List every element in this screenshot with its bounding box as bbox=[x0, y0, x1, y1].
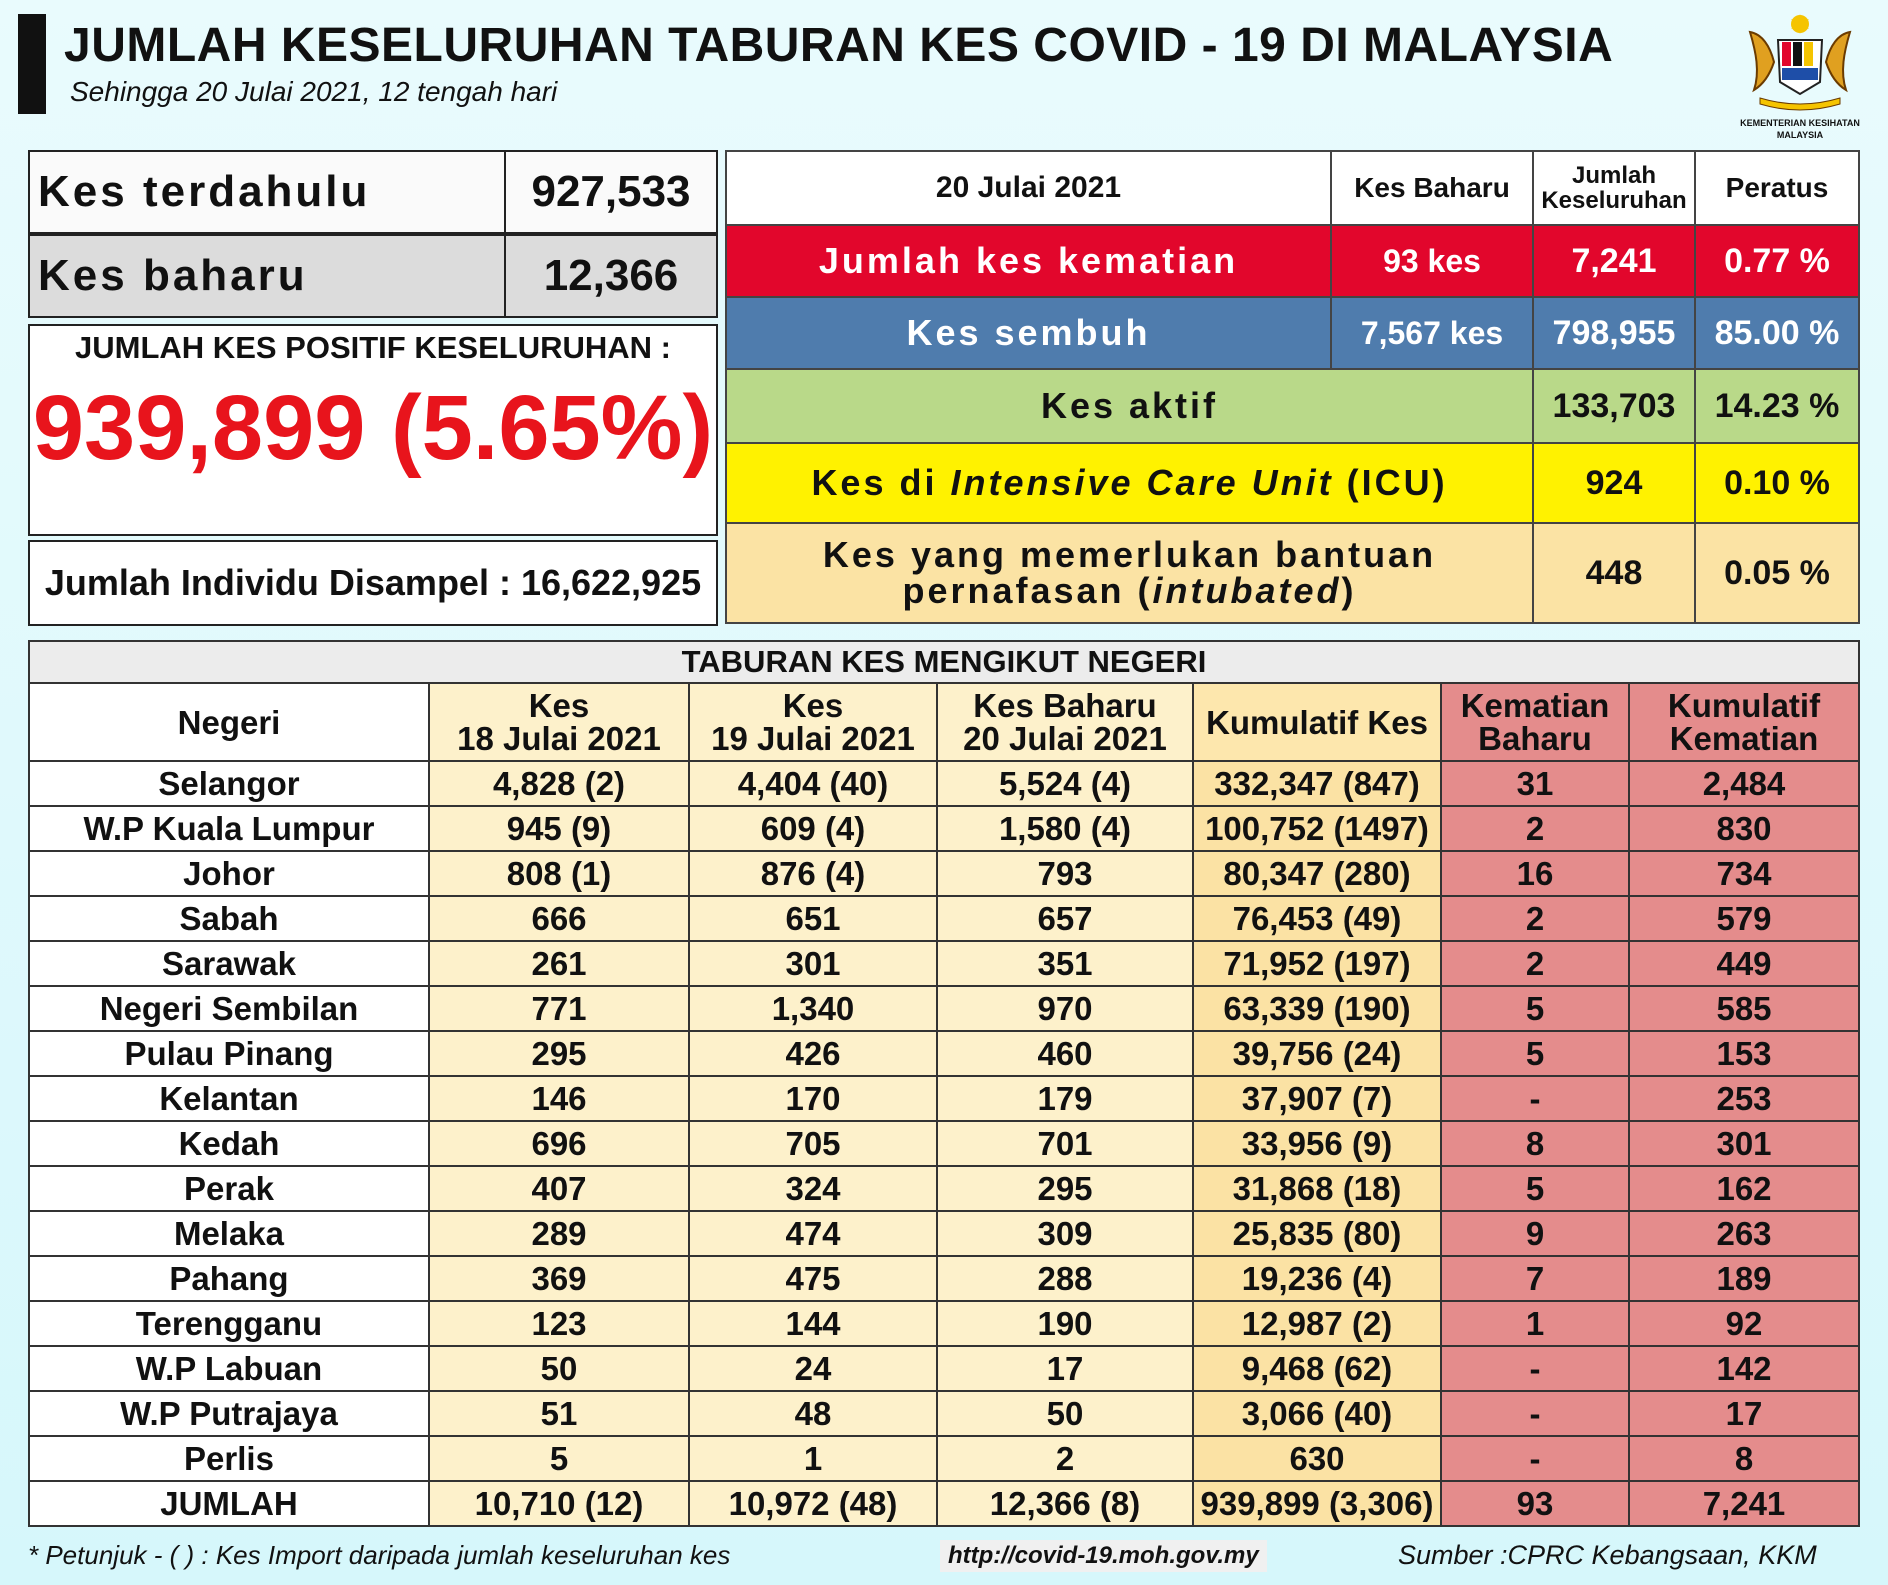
cell-cumulative: 25,835 (80) bbox=[1193, 1211, 1441, 1256]
header-cases-19 bbox=[689, 683, 937, 761]
header-cases-19-l1: Kes bbox=[782, 687, 844, 724]
cell-cumulative: 37,907 (7) bbox=[1193, 1076, 1441, 1121]
cell-state: W.P Kuala Lumpur bbox=[29, 806, 429, 851]
cell-cases-18: 5 bbox=[429, 1436, 689, 1481]
cell-new-deaths: 2 bbox=[1441, 896, 1629, 941]
cell-cases-20: 50 bbox=[937, 1391, 1193, 1436]
footer-note: * Petunjuk - ( ) : Kes Import daripada jumlah keseluruhan kes bbox=[28, 1540, 731, 1570]
cell-cases-20: 5,524 (4) bbox=[937, 761, 1193, 806]
cell-cumulative: 31,868 (18) bbox=[1193, 1166, 1441, 1211]
cell-cases-19: 24 bbox=[689, 1346, 937, 1391]
cell-cases-19: 144 bbox=[689, 1301, 937, 1346]
sampled-individuals: Jumlah Individu Disampel : 16,622,925 bbox=[28, 540, 718, 626]
active-total: 133,703 bbox=[1533, 369, 1695, 443]
table-row bbox=[29, 1076, 1859, 1121]
cell-cases-20: 351 bbox=[937, 941, 1193, 986]
cell-cases-18: 771 bbox=[429, 986, 689, 1031]
summary-table bbox=[725, 150, 1860, 624]
cell-cumulative-deaths: 253 bbox=[1629, 1076, 1859, 1121]
cell-new-deaths: 2 bbox=[1441, 806, 1629, 851]
cell-cases-18: 51 bbox=[429, 1391, 689, 1436]
cell-state: Sabah bbox=[29, 896, 429, 941]
header-cases-20 bbox=[937, 683, 1193, 761]
table-row bbox=[29, 1166, 1859, 1211]
table-row bbox=[29, 1031, 1859, 1076]
cell-new-deaths: 5 bbox=[1441, 1166, 1629, 1211]
new-cases-row bbox=[28, 234, 718, 318]
header-state bbox=[29, 683, 429, 761]
cell-new-deaths: - bbox=[1441, 1391, 1629, 1436]
cell-cumulative: 80,347 (280) bbox=[1193, 851, 1441, 896]
cell-state: Perak bbox=[29, 1166, 429, 1211]
summary-new-header: Kes Baharu bbox=[1331, 151, 1533, 225]
total-positive-box bbox=[28, 324, 718, 536]
cell-new-deaths: 31 bbox=[1441, 761, 1629, 806]
recovered-total: 798,955 bbox=[1533, 297, 1695, 369]
state-table-header-row bbox=[29, 683, 1859, 761]
cell-new-deaths: - bbox=[1441, 1076, 1629, 1121]
summary-date-header: 20 Julai 2021 bbox=[726, 151, 1331, 225]
cell-cumulative-deaths: 142 bbox=[1629, 1346, 1859, 1391]
cell-new-deaths: 5 bbox=[1441, 986, 1629, 1031]
cell-state: Kedah bbox=[29, 1121, 429, 1166]
cell-cases-18: 407 bbox=[429, 1166, 689, 1211]
cell-cases-18: 4,828 (2) bbox=[429, 761, 689, 806]
cell-cases-19: 651 bbox=[689, 896, 937, 941]
ministry-logo bbox=[1730, 12, 1870, 140]
icu-label bbox=[726, 443, 1533, 523]
cell-cases-19: 876 (4) bbox=[689, 851, 937, 896]
icu-label-italic: Intensive Care Unit bbox=[950, 462, 1334, 503]
state-table-body bbox=[29, 761, 1859, 1526]
title-accent-bar bbox=[18, 14, 46, 114]
icu-percent: 0.10 % bbox=[1695, 443, 1859, 523]
header-cumulative bbox=[1193, 683, 1441, 761]
intubated-label-l1: Kes yang memerlukan bantuan bbox=[822, 534, 1437, 575]
cell-new-deaths: - bbox=[1441, 1436, 1629, 1481]
intubated-label-l2-post: ) bbox=[1341, 570, 1357, 611]
page-title: JUMLAH KESELURUHAN TABURAN KES COVID - 19 DI MALAYSIA bbox=[64, 19, 1614, 72]
cell-cases-19: 4,404 (40) bbox=[689, 761, 937, 806]
death-label: Jumlah kes kematian bbox=[726, 225, 1331, 297]
coat-of-arms-icon bbox=[1740, 12, 1860, 112]
cell-new-deaths: - bbox=[1441, 1346, 1629, 1391]
logo-caption: KEMENTERIAN KESIHATAN MALAYSIA bbox=[1740, 118, 1860, 140]
cell-cases-18: 295 bbox=[429, 1031, 689, 1076]
header-cases-18-l2: 18 Julai 2021 bbox=[457, 720, 661, 757]
cell-new-deaths: 93 bbox=[1441, 1481, 1629, 1526]
cell-cases-19: 1 bbox=[689, 1436, 937, 1481]
cell-cases-20: 970 bbox=[937, 986, 1193, 1031]
cell-cumulative-deaths: 579 bbox=[1629, 896, 1859, 941]
cell-cases-20: 2 bbox=[937, 1436, 1193, 1481]
cell-cumulative: 332,347 (847) bbox=[1193, 761, 1441, 806]
table-row bbox=[29, 1436, 1859, 1481]
cell-state: Pulau Pinang bbox=[29, 1031, 429, 1076]
cell-cumulative-deaths: 189 bbox=[1629, 1256, 1859, 1301]
cell-cases-20: 17 bbox=[937, 1346, 1193, 1391]
cell-new-deaths: 5 bbox=[1441, 1031, 1629, 1076]
cell-cumulative-deaths: 7,241 bbox=[1629, 1481, 1859, 1526]
cell-cases-18: 10,710 (12) bbox=[429, 1481, 689, 1526]
header-cumulative-deaths-l1: Kumulatif bbox=[1667, 687, 1821, 724]
cell-cases-19: 10,972 (48) bbox=[689, 1481, 937, 1526]
total-positive-value: 939,899 (5.65%) bbox=[32, 377, 714, 479]
cell-cases-19: 48 bbox=[689, 1391, 937, 1436]
cell-cumulative-deaths: 153 bbox=[1629, 1031, 1859, 1076]
cell-state: W.P Putrajaya bbox=[29, 1391, 429, 1436]
cell-state: W.P Labuan bbox=[29, 1346, 429, 1391]
table-row bbox=[29, 761, 1859, 806]
table-row bbox=[29, 986, 1859, 1031]
recovered-new: 7,567 kes bbox=[1331, 297, 1533, 369]
header-new-deaths-l1: Kematian bbox=[1460, 687, 1610, 724]
cell-cases-20: 701 bbox=[937, 1121, 1193, 1166]
cell-cases-19: 474 bbox=[689, 1211, 937, 1256]
cell-state: Kelantan bbox=[29, 1076, 429, 1121]
cell-cumulative-deaths: 17 bbox=[1629, 1391, 1859, 1436]
cell-cumulative-deaths: 8 bbox=[1629, 1436, 1859, 1481]
cell-state: Terengganu bbox=[29, 1301, 429, 1346]
death-total: 7,241 bbox=[1533, 225, 1695, 297]
cell-state: Pahang bbox=[29, 1256, 429, 1301]
intubated-row bbox=[726, 523, 1859, 623]
cell-cases-20: 12,366 (8) bbox=[937, 1481, 1193, 1526]
intubated-label bbox=[726, 523, 1533, 623]
cell-cases-18: 696 bbox=[429, 1121, 689, 1166]
state-table-caption: TABURAN KES MENGIKUT NEGERI bbox=[28, 640, 1860, 682]
cell-cases-18: 261 bbox=[429, 941, 689, 986]
cell-cumulative: 3,066 (40) bbox=[1193, 1391, 1441, 1436]
death-new: 93 kes bbox=[1331, 225, 1533, 297]
cell-cumulative: 39,756 (24) bbox=[1193, 1031, 1441, 1076]
cell-cases-19: 1,340 bbox=[689, 986, 937, 1031]
header-new-deaths bbox=[1441, 683, 1629, 761]
cell-state: Sarawak bbox=[29, 941, 429, 986]
cell-state: Perlis bbox=[29, 1436, 429, 1481]
header-cases-20-l1: Kes Baharu bbox=[973, 687, 1157, 724]
cell-cases-18: 369 bbox=[429, 1256, 689, 1301]
cell-cumulative-deaths: 92 bbox=[1629, 1301, 1859, 1346]
cell-cumulative: 100,752 (1497) bbox=[1193, 806, 1441, 851]
cell-cumulative: 71,952 (197) bbox=[1193, 941, 1441, 986]
new-cases-value: 12,366 bbox=[543, 251, 679, 300]
summary-total-header-l1: Jumlah bbox=[1571, 162, 1657, 189]
cell-new-deaths: 8 bbox=[1441, 1121, 1629, 1166]
cell-state: Melaka bbox=[29, 1211, 429, 1256]
cell-cases-20: 793 bbox=[937, 851, 1193, 896]
previous-cases-label: Kes terdahulu bbox=[30, 152, 506, 232]
header-cases-18 bbox=[429, 683, 689, 761]
table-row bbox=[29, 1391, 1859, 1436]
intubated-total: 448 bbox=[1533, 523, 1695, 623]
cell-cases-18: 808 (1) bbox=[429, 851, 689, 896]
footer-url-link[interactable]: http://covid-19.moh.gov.my bbox=[940, 1540, 1267, 1572]
cell-cumulative-deaths: 830 bbox=[1629, 806, 1859, 851]
cell-cases-20: 190 bbox=[937, 1301, 1193, 1346]
cell-state: Johor bbox=[29, 851, 429, 896]
table-row bbox=[29, 1301, 1859, 1346]
cell-new-deaths: 7 bbox=[1441, 1256, 1629, 1301]
cell-new-deaths: 9 bbox=[1441, 1211, 1629, 1256]
cell-cases-20: 288 bbox=[937, 1256, 1193, 1301]
cell-cases-18: 50 bbox=[429, 1346, 689, 1391]
header-cases-19-l2: 19 Julai 2021 bbox=[711, 720, 915, 757]
table-row bbox=[29, 1121, 1859, 1166]
cell-cumulative-deaths: 162 bbox=[1629, 1166, 1859, 1211]
recovered-row bbox=[726, 297, 1859, 369]
cell-cases-19: 609 (4) bbox=[689, 806, 937, 851]
cell-cumulative: 939,899 (3,306) bbox=[1193, 1481, 1441, 1526]
table-row bbox=[29, 941, 1859, 986]
death-row bbox=[726, 225, 1859, 297]
cell-cases-20: 460 bbox=[937, 1031, 1193, 1076]
cell-state: Negeri Sembilan bbox=[29, 986, 429, 1031]
death-percent: 0.77 % bbox=[1695, 225, 1859, 297]
recovered-label: Kes sembuh bbox=[726, 297, 1331, 369]
cell-cases-19: 705 bbox=[689, 1121, 937, 1166]
header-cumulative-deaths bbox=[1629, 683, 1859, 761]
intubated-label-l2-italic: intubated bbox=[1152, 570, 1342, 611]
summary-total-header-l2: Keseluruhan bbox=[1541, 187, 1687, 214]
active-label: Kes aktif bbox=[726, 369, 1533, 443]
active-percent: 14.23 % bbox=[1695, 369, 1859, 443]
summary-header-row bbox=[726, 151, 1859, 225]
total-row bbox=[29, 1481, 1859, 1526]
cell-cases-19: 426 bbox=[689, 1031, 937, 1076]
cell-cumulative: 19,236 (4) bbox=[1193, 1256, 1441, 1301]
cell-cases-20: 309 bbox=[937, 1211, 1193, 1256]
table-row bbox=[29, 806, 1859, 851]
cell-cases-19: 301 bbox=[689, 941, 937, 986]
cell-cases-20: 179 bbox=[937, 1076, 1193, 1121]
icu-label-post: (ICU) bbox=[1333, 462, 1448, 503]
cell-cases-18: 146 bbox=[429, 1076, 689, 1121]
cell-cumulative-deaths: 734 bbox=[1629, 851, 1859, 896]
header-state-l1: Negeri bbox=[177, 703, 281, 741]
previous-cases-row bbox=[28, 150, 718, 234]
cell-cases-18: 289 bbox=[429, 1211, 689, 1256]
cell-new-deaths: 2 bbox=[1441, 941, 1629, 986]
cell-new-deaths: 1 bbox=[1441, 1301, 1629, 1346]
intubated-label-l2-pre: pernafasan ( bbox=[902, 570, 1153, 611]
table-row bbox=[29, 896, 1859, 941]
cell-cumulative: 12,987 (2) bbox=[1193, 1301, 1441, 1346]
previous-cases-value: 927,533 bbox=[531, 167, 691, 216]
cell-cumulative-deaths: 449 bbox=[1629, 941, 1859, 986]
cell-cases-19: 170 bbox=[689, 1076, 937, 1121]
cell-cumulative-deaths: 263 bbox=[1629, 1211, 1859, 1256]
cell-cumulative: 33,956 (9) bbox=[1193, 1121, 1441, 1166]
cell-cumulative-deaths: 585 bbox=[1629, 986, 1859, 1031]
icu-label-pre: Kes di bbox=[811, 462, 951, 503]
cell-cumulative: 76,453 (49) bbox=[1193, 896, 1441, 941]
cell-cases-18: 123 bbox=[429, 1301, 689, 1346]
active-row bbox=[726, 369, 1859, 443]
cell-cases-20: 657 bbox=[937, 896, 1193, 941]
cell-cases-20: 295 bbox=[937, 1166, 1193, 1211]
table-row bbox=[29, 1256, 1859, 1301]
footer-source: Sumber :CPRC Kebangsaan, KKM bbox=[1398, 1540, 1817, 1570]
summary-total-header bbox=[1533, 151, 1695, 225]
cell-cumulative: 9,468 (62) bbox=[1193, 1346, 1441, 1391]
cell-cumulative: 63,339 (190) bbox=[1193, 986, 1441, 1031]
table-row bbox=[29, 851, 1859, 896]
cell-state: Selangor bbox=[29, 761, 429, 806]
intubated-percent: 0.05 % bbox=[1695, 523, 1859, 623]
page-subtitle: Sehingga 20 Julai 2021, 12 tengah hari bbox=[70, 76, 558, 107]
cell-cases-18: 666 bbox=[429, 896, 689, 941]
header-cases-18-l1: Kes bbox=[528, 687, 590, 724]
new-cases-label: Kes baharu bbox=[30, 236, 506, 316]
header-new-deaths-l2: Baharu bbox=[1478, 720, 1592, 757]
icu-total: 924 bbox=[1533, 443, 1695, 523]
cell-cases-20: 1,580 (4) bbox=[937, 806, 1193, 851]
cell-cumulative: 630 bbox=[1193, 1436, 1441, 1481]
total-positive-label: JUMLAH KES POSITIF KESELURUHAN : bbox=[75, 330, 671, 365]
cell-state: JUMLAH bbox=[29, 1481, 429, 1526]
cell-cases-18: 945 (9) bbox=[429, 806, 689, 851]
cell-cumulative-deaths: 301 bbox=[1629, 1121, 1859, 1166]
header-cumulative-l1: Kumulatif Kes bbox=[1206, 703, 1428, 741]
cell-new-deaths: 16 bbox=[1441, 851, 1629, 896]
header-cases-20-l2: 20 Julai 2021 bbox=[963, 720, 1167, 757]
header-cumulative-deaths-l2: Kematian bbox=[1669, 720, 1819, 757]
state-distribution-table bbox=[28, 640, 1860, 1527]
table-row bbox=[29, 1346, 1859, 1391]
icu-row bbox=[726, 443, 1859, 523]
recovered-percent: 85.00 % bbox=[1695, 297, 1859, 369]
summary-percent-header: Peratus bbox=[1695, 151, 1859, 225]
cell-cases-19: 324 bbox=[689, 1166, 937, 1211]
cell-cumulative-deaths: 2,484 bbox=[1629, 761, 1859, 806]
cell-cases-19: 475 bbox=[689, 1256, 937, 1301]
table-row bbox=[29, 1211, 1859, 1256]
